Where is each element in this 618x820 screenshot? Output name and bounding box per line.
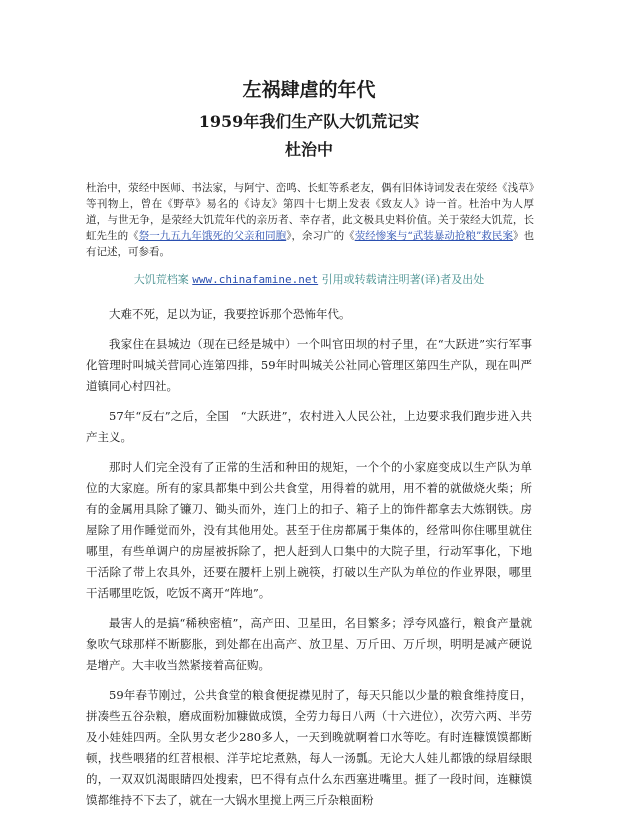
- author-intro: [86, 180, 534, 260]
- source-link[interactable]: www.chinafamine.net: [192, 273, 319, 286]
- link-yingjing-case[interactable]: 荥经惨案与“武装暴动抢粮”救民案: [354, 230, 513, 242]
- paragraph: 57年“反右”之后，全国 “大跃进”，农村进入人民公社，上边要求我们跑步进入共产主义。: [86, 409, 532, 444]
- intro-text-1: 杜治中，荥经中医师、书法家，与阿宁、峦鸣、长虹等系老友，偶有旧体诗词发表在荥经《浅草》等刊物上，曾在《野草》易名的《诗友》第四十七期上发表《致友人》诗一首。杜治中为人厚道，与世无争，是荥经大饥荒年代的亲历者、幸存者，此文极具史料价值。关于荥经大饥荒，长虹先生的《: [86, 182, 534, 242]
- page-subtitle: 1959年我们生产队大饥荒记实: [198, 112, 420, 131]
- paragraph: 最害人的是搞“稀秧密植”，高产田、卫星田，名目繁多；浮夸风盛行，粮食产量就象吹气球那样不断膨胀，到处都在出高产、放卫星、万斤田、万斤坝，明明是减产硬说是增产。大丰收当然紧接着高征购。: [86, 616, 532, 672]
- author-name: 杜治中: [284, 140, 333, 159]
- paragraph: 那时人们完全没有了正常的生活和种田的规矩，一个个的小家庭变成以生产队为单位的大家庭。所有的家具都集中到公共食堂，用得着的就用，用不着的就做烧火柴；所有的金属用具除了镰刀、锄头而外，连门上的扣子、箱子上的饰件都拿去大炼钢铁。房屋除了用作睡觉而外，没有其他用处。甚至于住房都属于集体的，经常叫你住哪里就住哪里，有些单调户的房屋被拆除了，把人赶到人口集中的大院子里，行动军事化，下地干活除了带上农具外，还要在腰杆上别上碗筷，打破以生产队为单位的作业界限，哪里干活哪里吃饭，吃饭不离开“阵地”。: [86, 460, 532, 600]
- source-prefix: 大饥荒档案: [133, 273, 193, 286]
- source-notice: [0, 272, 618, 288]
- source-suffix: 引用或转载请注明著(译)者及出处: [318, 273, 485, 286]
- paragraph: 59年春节刚过，公共食堂的粮食便捉襟见肘了，每天只能以少量的粮食维持度日，拼凑些五谷杂粮，磨成面粉加糠做成馍，全劳力每日八两（十六进位），次劳六两、半劳及小娃娃四两。全队男女老少280多人，一天到晚就啊着口水等吃。有时连糠馍馍都断顿，找些喂猪的红苕根根、洋芋坨坨煮熟，每人一汤瓢。无论大人娃儿都饿的绿眉绿眼的，一双双饥渴眼睛四处搜索，巴不得有点什么东西塞进嘴里。捱了一段时间，连糠馍馍都维持不下去了，就在一大锅水里搅上两三斤杂粮面粉: [86, 688, 532, 807]
- paragraph: 我家住在县城边（现在已经是城中）一个叫官田坝的村子里，在“大跃进”实行军事化管理时叫城关营同心连第四排，59年时叫城关公社同心管理区第四生产队，现在叫严道镇同心村四社。: [86, 337, 532, 393]
- link-father-article[interactable]: 祭一九五九年饿死的父亲和同胞: [138, 230, 287, 242]
- article-body: [86, 304, 532, 820]
- intro-text-2: 》，余习广的《: [286, 230, 355, 242]
- intro-text-3: 》也有记述，可参看。: [86, 230, 535, 258]
- paragraph: 大难不死，足以为证，我要控诉那个恐怖年代。: [109, 307, 351, 321]
- page-title: 左祸肆虐的年代: [242, 79, 376, 101]
